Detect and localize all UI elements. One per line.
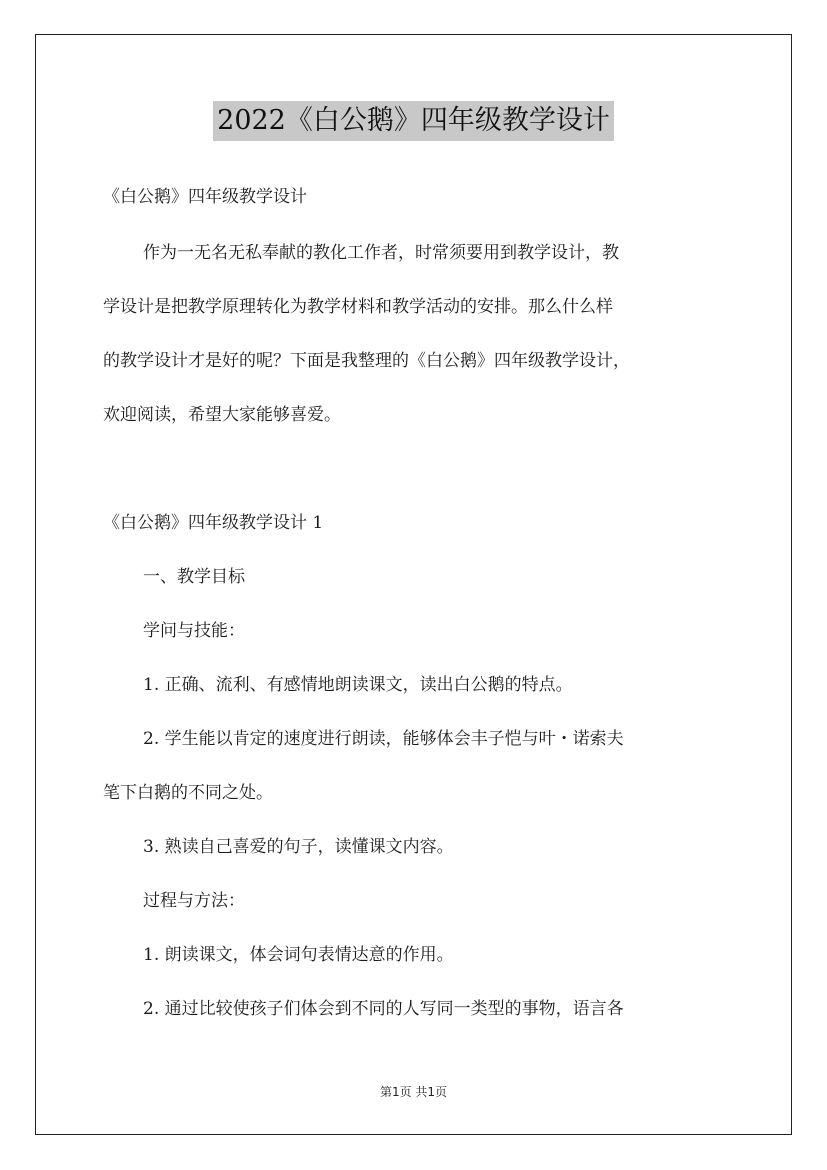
body-line: 一、教学目标: [143, 567, 245, 587]
section-heading: 《白公鹅》四年级教学设计 1: [103, 513, 324, 533]
body-line: 2. 学生能以肯定的速度进行朗读，能够体会丰子恺与叶・诺索夫: [143, 729, 624, 749]
body-line: 1. 朗读课文，体会词句表情达意的作用。: [143, 945, 454, 965]
intro-line: 学设计是把教学原理转化为教学材料和教学活动的安排。那么什么样: [103, 297, 613, 317]
intro-line: 的教学设计才是好的呢？下面是我整理的《白公鹅》四年级教学设计，: [103, 351, 630, 371]
body-line: 3. 熟读自己喜爱的句子，读懂课文内容。: [143, 837, 454, 857]
intro-line: 作为一无名无私奉献的教化工作者，时常须要用到教学设计，教: [143, 243, 619, 263]
title-container: [0, 101, 827, 141]
body-line: 1. 正确、流利、有感情地朗读课文，读出白公鹅的特点。: [143, 675, 573, 695]
body-line: 过程与方法：: [143, 891, 245, 911]
document-subtitle: 《白公鹅》四年级教学设计: [103, 187, 307, 207]
body-line: 学问与技能：: [143, 621, 245, 641]
document-title: 2022《白公鹅》四年级教学设计: [213, 101, 614, 141]
body-line: 2. 通过比较使孩子们体会到不同的人写同一类型的事物，语言各: [143, 999, 624, 1019]
page-footer: 第1页 共1页: [379, 1085, 448, 1099]
intro-line: 欢迎阅读，希望大家能够喜爱。: [103, 405, 341, 425]
body-line: 笔下白鹅的不同之处。: [103, 783, 273, 803]
